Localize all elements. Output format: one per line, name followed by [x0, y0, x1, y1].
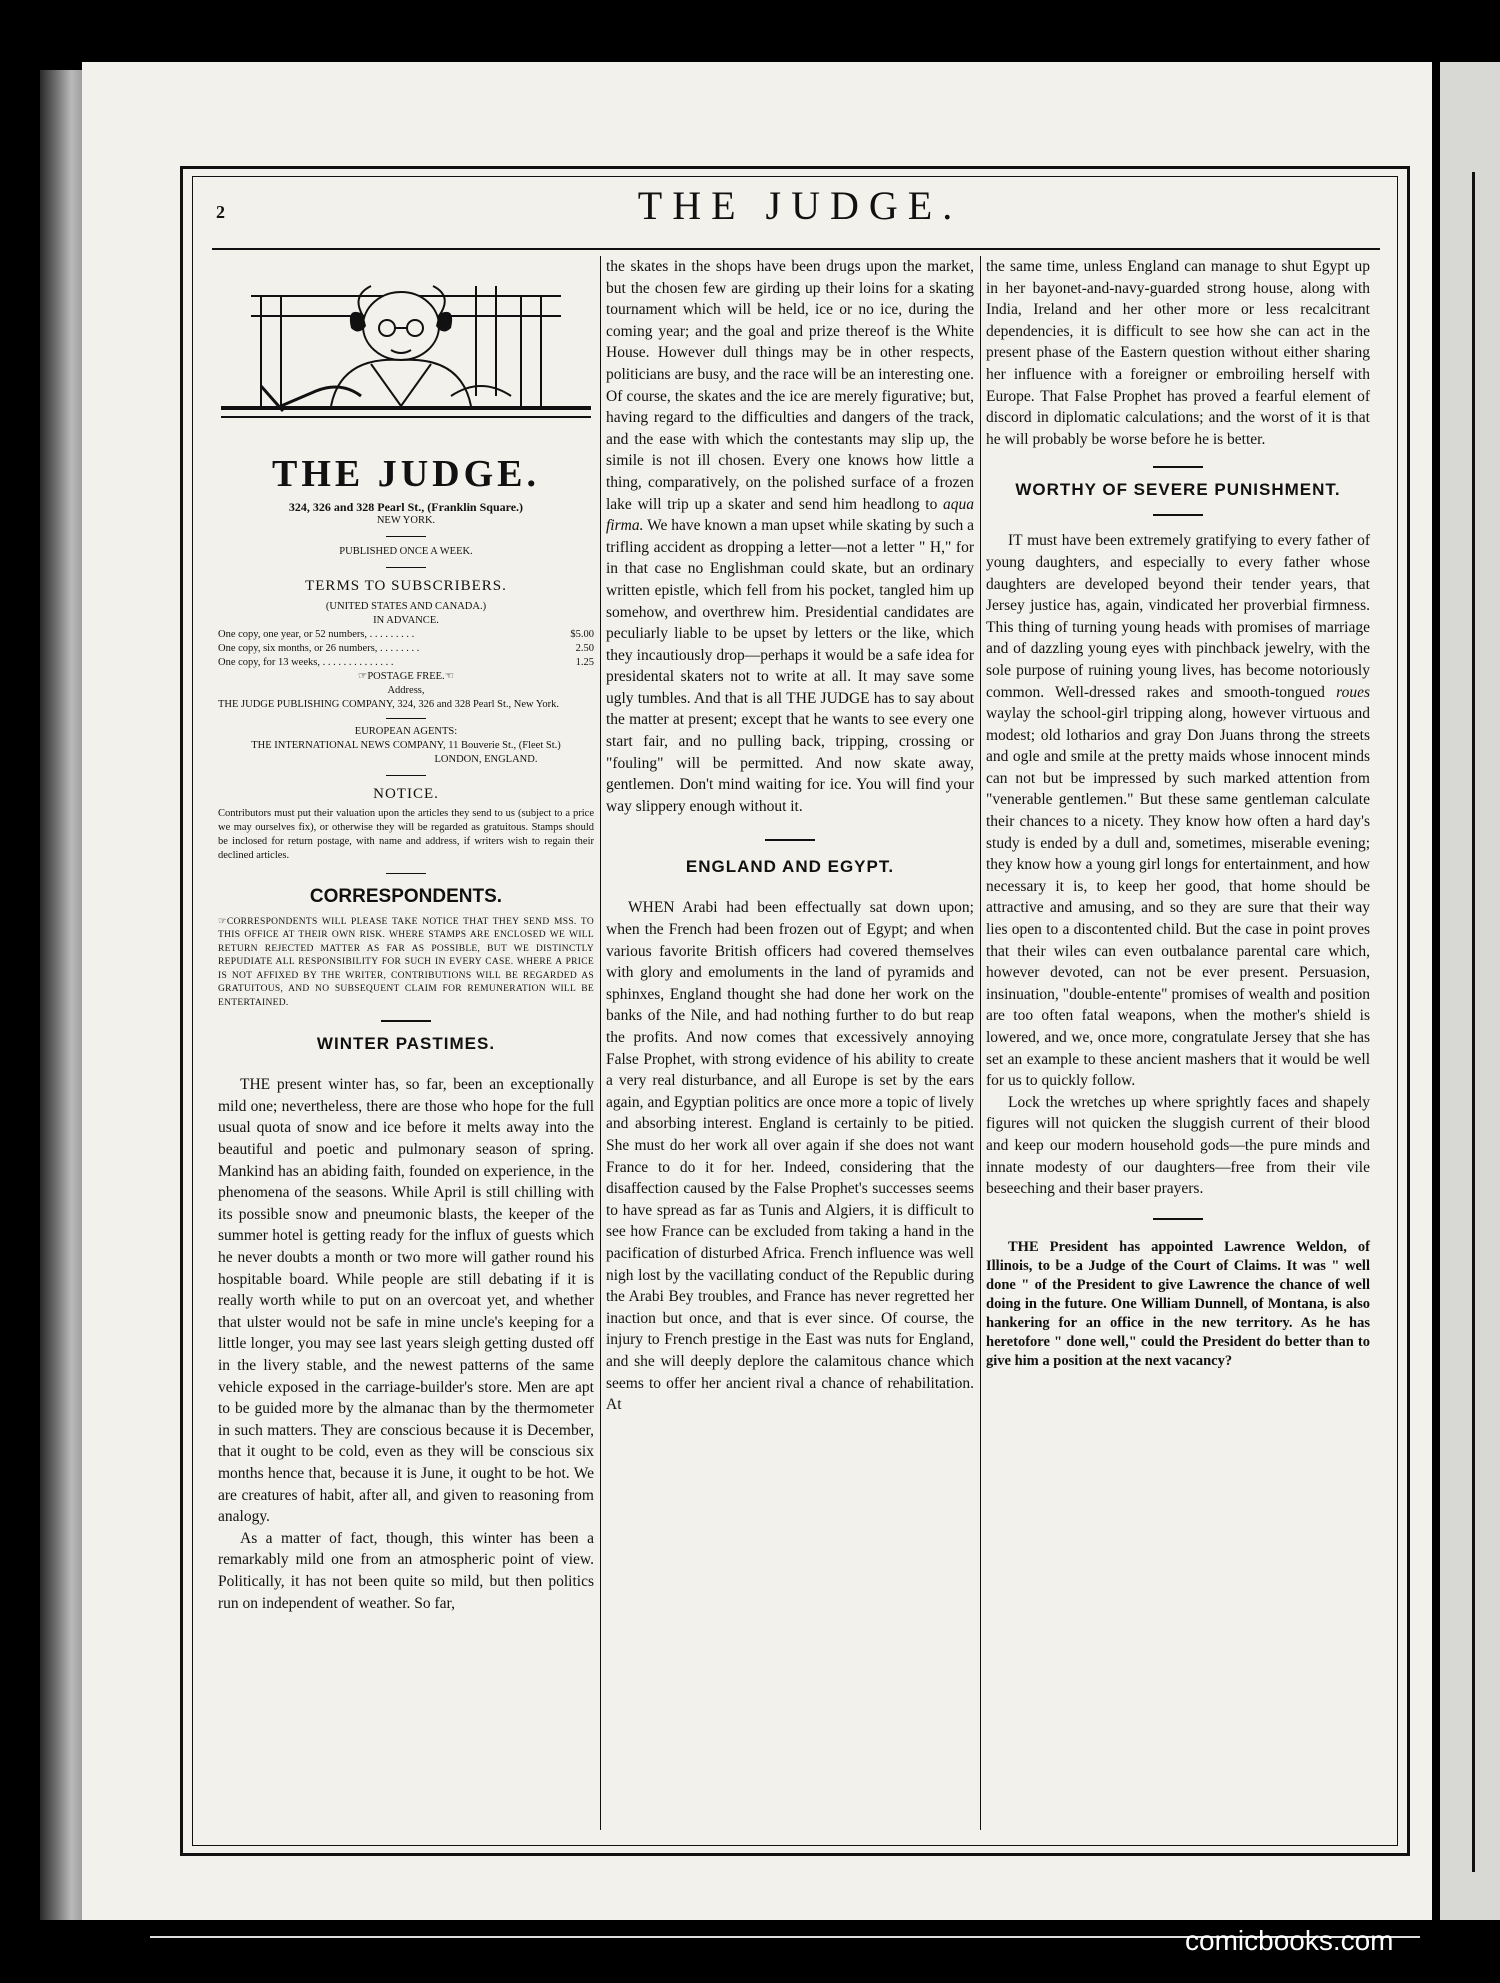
column-divider	[980, 256, 981, 1830]
winter-paragraph-1: THE present winter has, so far, been an exceptionally mild one; nevertheless, there are those who hope for the full usual quota of snow and ice before it melts away into the beautiful and poetic and pulmonary season of spring. Mankind has an abiding faith, founded on experience, in the phenomena of the seasons. While April is still chilling with its possible snow and pneumonic blasts, the keeper of the summer hotel is getting ready for the influx of guests which he never doubts a month or two more will gather round his hospitable board. While people are still debating if it is really worth while to put on an overcoat yet, and whether that ulster would not be safe in mine uncle's keeping for a little longer, you may see last years sleigh getting dusted off in the livery stable, and the newest patterns of the same vehicle exposed in the carriage-builder's store. Men are apt to be guided more by the almanac than by the thermometer in such matters. They are conscious because it is December, that it ought to be cold, even as they will be conscious six months hence that, because it is June, it ought to be hot. We are creatures of habit, after all, and given to reasoning from analogy.	[218, 1076, 594, 1526]
agents-line-2: LONDON, ENGLAND.	[434, 753, 538, 765]
president-paragraph: THE President has appointed Lawrence Weldon, of Illinois, to be a Judge of the Court of Claims. It was " well done " of the President to give Lawrence the chance of well doing in the future. One William Dunnell, of Montana, is also hankering for an office in the new territory. As he has heretofore " done well," could the President do better than to give him a position at the next vacancy?	[986, 1238, 1370, 1369]
sidebar-city: NEW YORK.	[376, 515, 436, 526]
watermark: comicbooks.com	[1185, 1925, 1394, 1956]
masthead: THE JUDGE.	[637, 183, 963, 228]
sidebar-published: PUBLISHED ONCE A WEEK.	[339, 546, 473, 557]
egypt-continuation: the same time, unless England can manage to shut Egypt up in her bayonet-and-navy-guarded strong house, along with India, Ireland and her other more or less recalcitrant dependencies, it is difficult to see how she can act in the present phase of the Eastern question without either sharing her influence with a foreigner or embroiling herself with Europe. That False Prophet has proved a fearful element of discord in diplomatic calculations; and the worst of it is that he will probably be worse before he is better.	[986, 258, 1370, 448]
column-3	[986, 256, 1370, 1371]
agents-heading: EUROPEAN AGENTS:	[354, 725, 458, 737]
page-number: 2	[216, 202, 225, 222]
adjacent-page-edge	[1440, 62, 1500, 1920]
terms-sub: (UNITED STATES AND CANADA.)	[325, 600, 487, 612]
column-2	[606, 256, 974, 1416]
price-row: One copy, one year, or 52 numbers, . . . . . . . . . $5.00	[218, 628, 594, 640]
sidebar-address: 324, 326 and 328 Pearl St., (Franklin Square.)	[288, 500, 524, 514]
winter-paragraph-2: As a matter of fact, though, this winter has been a remarkably mild one from an atmospheric point of view. Politically, it has not been quite so mild, but then politics run on independent of weather. So far,	[218, 1529, 594, 1612]
section-heading-worthy-of-severe-punishment: WORTHY OF SEVERE PUNISHMENT.	[1015, 480, 1341, 500]
section-heading-winter-pastimes: WINTER PASTIMES.	[316, 1034, 496, 1054]
company-name: THE JUDGE PUBLISHING COMPANY, 324, 326 and 328 Pearl St., New York.	[218, 698, 559, 710]
sidebar-title: THE JUDGE.	[271, 453, 541, 495]
masthead-rule	[212, 248, 1380, 250]
egypt-paragraph-1: WHEN Arabi had been effectually sat down upon; when the French had been frozen out of Egypt; and when various favorite British officers had covered themselves with glory and emoluments in the land of pyramids and sphinxes, England thought she had done her work on the banks of the Nile, and had nothing further to do but reap the profits. And now comes that excessively annoying False Prophet, with strong evidence of his ability to create a very real disturbance, and all Europe is set by the ears again, and Egyptian politics are once more a topic of lively and absorbing interest. England is certainly to be pitied. She must do her work all over again if she does not want France to do it for her. Indeed, considering that the disaffection caused by the False Prophet's successes seems to have spread as far as Tunis and Algiers, it is difficult to see how France can be excluded from taking a hand in the pacification of disturbed Africa. French influence was well nigh lost by the vacillating conduct of the Republic during the Arabi Bey troubles, and France has never regretted her inaction but once, and that is ever since. Of course, the injury to French prestige in the East was nuts for England, and she will deeply deplore the calamitous chance which seems to offer her ancient rival a chance of rehabilitation. At	[606, 899, 974, 1414]
terms-advance: IN ADVANCE.	[373, 614, 439, 626]
address-label: Address,	[387, 684, 425, 696]
punish-paragraph-1: IT must have been extremely gratifying to every father of young daughters, and especially to every father whose daughters are developed beyond their tender years, that Jersey justice has, again, vindicated her proverbial firmness. This thing of turning young heads with promises of marriage and of dazzling young eyes with pinchback jewelry, with the sole purpose of ruining young lives, has become notoriously common. Well-dressed rakes and smooth-tongued roues waylay the school-girl tripping along, however virtuous and modest; old lotharios and gray Don Juans throng the streets and ogle and smile at the pretty maids whose innocent minds can not but be impressed by such marked attention from "venerable gentlemen." But these same gentleman calculate their chances to a nicety. They know how often a hard day's study is ended by a dull and, sometimes, miserable evening; they know how a young girl longs for entertainment, and how necessary it is, to keep her good, that home should be attractive and amusing, and so they are sure that their way lies open to a discontented child. But the case in point proves that their wiles can even outbalance parental care which, however devoted, can not be ever present. Persuasion, insinuation, "double-entente" promises of wealth and position are too often fatal weapons, when the mother's shield is lowered, and we, once more, congratulate Jersey that she has set an example to these ancient mashers that it would be well for us to quickly follow.	[986, 532, 1370, 1090]
column-divider	[600, 256, 601, 1830]
terms-heading: TERMS TO SUBSCRIBERS.	[305, 578, 507, 594]
judge-illustration	[221, 256, 591, 446]
section-heading-england-and-egypt: ENGLAND AND EGYPT.	[685, 857, 895, 877]
winter-continuation: the skates in the shops have been drugs upon the market, but the chosen few are girding up their loins for a skating tournament which will be held, ice or no ice, during the coming year; and the goal and prize thereof is the White House. However dull things may be in other respects, politicians are busy, and the race will be an interesting one. Of course, the skates and the ice are merely figurative; but, having regard to the difficulties and dangers of the track, and the ease with which the contestants may slip up, the simile is not ill chosen. Every one knows how little a thing, comparatively, on the polished surface of a frozen lake will trip up a skater and send him headlong to aqua firma. We have known a man upset while skating by such a trifling accident as dropping a letter—not a letter " H," for in that case no Englishman could skate, but an ordinary written epistle, which fell from his pocket, tangled him up somehow, and overthrew him. Presidential candidates are peculiarly liable to be upset by letters or the like, which they incautiously drop—perhaps it would be a safe idea for presidental skaters not to write at all. It may save some ugly tumbles. And that is all THE JUDGE has to say about the matter at present; except that he wants to see every one start fair, and no pulling back, tripping, crossing or "fouling" will be permitted. And now skate away, gentlemen. Don't mind waiting for ice. You will find your way slippery enough without it.	[606, 258, 974, 815]
agents-line-1: THE INTERNATIONAL NEWS COMPANY, 11 Bouverie St., (Fleet St.)	[251, 739, 561, 751]
correspondents-text: ☞CORRESPONDENTS WILL PLEASE TAKE NOTICE THAT THEY SEND MSS. TO THIS OFFICE AT THEIR OWN RISK. WHERE STAMPS ARE ENCLOSED WE WILL RETURN REJECTED MATTER AS FAR AS POSSIBLE, BUT WE DISTINCTLY REPUDIATE ALL RESPONSIBILITY FOR SUCH IN EVERY CASE. WHERE A PRICE IS NOT AFFIXED BY THE WRITER, CONTRIBUTIONS WILL BE REGARDED AS GRATUITOUS, AND NO SUBSEQUENT CLAIM FOR REMUNERATION WILL BE ENTERTAINED.	[218, 916, 594, 1008]
notice-heading: NOTICE.	[373, 785, 439, 802]
column-1	[218, 256, 594, 1614]
postage-note: ☞POSTAGE FREE.☜	[357, 670, 455, 682]
price-row: One copy, for 13 weeks, . . . . . . . . . . . . . . 1.25	[218, 656, 594, 668]
price-row: One copy, six months, or 26 numbers, . . . . . . . . 2.50	[218, 642, 594, 654]
correspondents-heading: CORRESPONDENTS.	[309, 886, 503, 908]
notice-text: Contributors must put their valuation upon the articles they send to us (subject to a price we may ourselves fix), or otherwise they will be regarded as gratuitous. Stamps should be inclosed for return postage, with name and address, if writers wish to regain their declined articles.	[218, 808, 594, 862]
punish-paragraph-2: Lock the wretches up where sprightly faces and shapely figures will not quicken the sluggish current of their blood and keep our modern household gods—the pure minds and innate modesty of our daughters—free from their vile beseeching and their baser prayers.	[986, 1093, 1370, 1198]
